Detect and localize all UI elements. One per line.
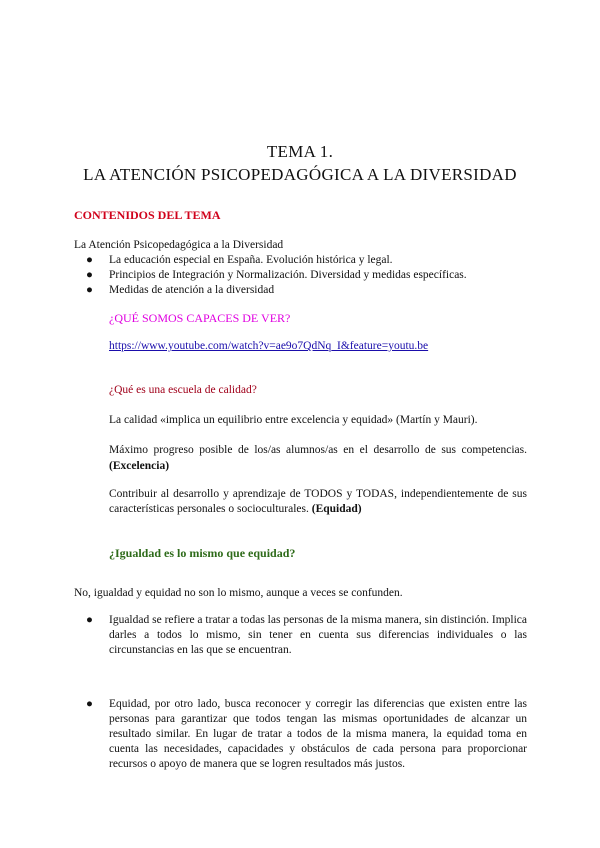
bullet-equity-text: Equidad, por otro lado, busca reconocer y corregir las diferencias que existen entre las personas para garantizar que todos tengan las mismas oportunidades de alcanzar un resultado similar. En lugar de tratar a todos de la misma manera, la equidad toma en cuenta las necesidades, capacidades y obstáculos de cada persona para proporcionar recursos o apoyo de manera que se logren resultados más justos.: [109, 698, 527, 770]
excellence-text: Máximo progreso posible de los/as alumnos/as en el desarrollo de sus competencias.: [109, 444, 527, 456]
contents-list: [86, 253, 549, 298]
excellence-label: (Excelencia): [109, 460, 170, 472]
question-quality: ¿Qué es una escuela de calidad?: [109, 384, 257, 396]
list-item: [86, 697, 527, 772]
bullet-icon: ●: [86, 269, 93, 281]
equity-list: [86, 697, 527, 772]
question-equality: ¿Igualdad es lo mismo que equidad?: [109, 546, 296, 560]
equity-text: Contribuir al desarrollo y aprendizaje de TODOS y TODAS, independientemente de sus características personales o socioculturales.: [109, 488, 527, 515]
bullet-icon: ●: [86, 284, 93, 296]
contents-heading: CONTENIDOS DEL TEMA: [74, 208, 221, 222]
list-item: ● Principios de Integración y Normalización. Diversidad y medidas específicas.: [86, 269, 467, 281]
answer-line: No, igualdad y equidad no son lo mismo, aunque a veces se confunden.: [74, 587, 403, 599]
list-item: [86, 613, 527, 658]
title-line-2: LA ATENCIÓN PSICOPEDAGÓGICA A LA DIVERSIDAD: [83, 165, 517, 184]
list-item: ● La educación especial en España. Evolución histórica y legal.: [86, 254, 393, 266]
equity-label: (Equidad): [311, 503, 362, 515]
quality-definition: La calidad «implica un equilibrio entre excelencia y equidad» (Martín y Mauri).: [109, 414, 478, 426]
equity-paragraph: [109, 487, 527, 517]
list-item: ● Medidas de atención a la diversidad: [86, 284, 275, 296]
bullet-icon: ●: [86, 698, 93, 710]
bullet-equality-text: Igualdad se refiere a tratar a todas las personas de la misma manera, sin distinción. Implica darles a todos lo mismo, sin tener en cuenta sus diferencias individuales o las circunstancias en las que se encuentran.: [109, 614, 527, 656]
bullet-icon: ●: [86, 614, 93, 626]
equality-list: [86, 613, 527, 658]
bullet-icon: ●: [86, 254, 93, 266]
video-link[interactable]: https://www.youtube.com/watch?v=ae9o7QdNq_I&feature=youtu.be: [109, 340, 429, 352]
title-line-1: TEMA 1.: [266, 142, 334, 161]
intro-line: La Atención Psicopedagógica a la Diversidad: [74, 239, 284, 251]
question-see: ¿QUÉ SOMOS CAPACES DE VER?: [109, 311, 291, 325]
